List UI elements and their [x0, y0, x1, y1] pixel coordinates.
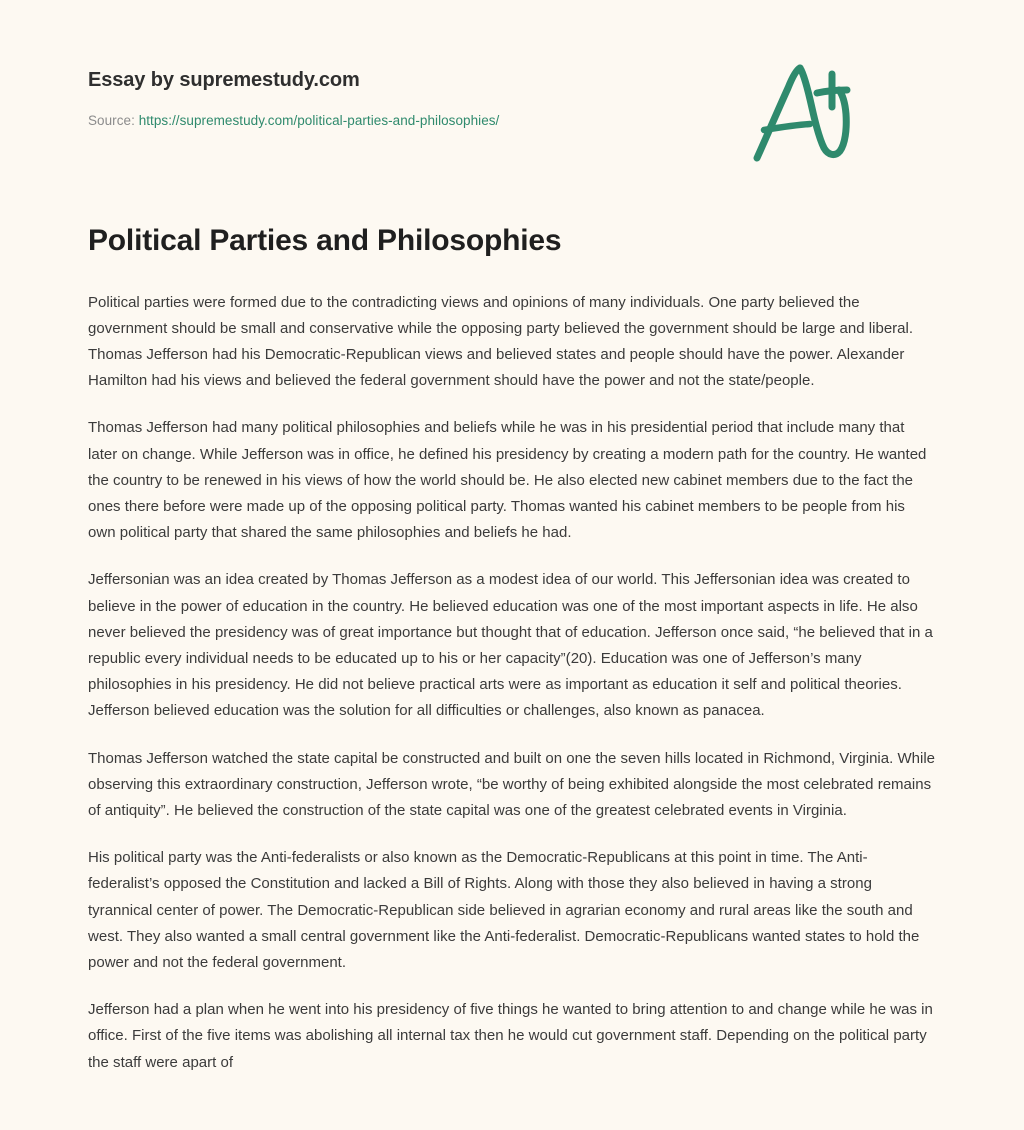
page-title: Political Parties and Philosophies	[88, 224, 562, 257]
paragraph: Thomas Jefferson watched the state capital be constructed and built on one the seven hills located in Richmond, Virginia. While observing this extraordinary construction, Jefferson wrote, “be worthy of being exhibited alongside the most celebrated remains of antiquity”. He believed the construction of the state capital was one of the greatest celebrated events in Virginia.	[88, 749, 936, 819]
brand-byline: Essay by supremestudy.com	[88, 69, 360, 91]
page-header	[88, 0, 936, 128]
paragraph: Thomas Jefferson had many political philosophies and beliefs while he was in his presidential period that include many that later on change. While Jefferson was in office, he defined his presidency by creating a modern path for the country. He wanted the country to be renewed in his views of how the world should be. He also elected new cabinet members due to the fact the ones there before were made up of the opposing political party. Thomas wanted his cabinet members to be people from his own political party that shared the same philosophies and beliefs he had.	[88, 419, 927, 542]
aplus-logo-icon	[744, 58, 864, 170]
essay-body	[88, 260, 936, 1076]
paragraph: Jeffersonian was an idea created by Thomas Jefferson as a modest idea of our world. This Jeffersonian idea was created to believe in the power of education in the country. He believed education was one of the most important aspects in life. He also never believed the presidency was of great importance but thought that of education. Jefferson once said, “he believed that in a republic every individual needs to be educated up to his or her capacity”(20). Education was one of Jefferson’s many philosophies in his presidency. He did not believe practical arts were as important as education it self and political theories. Jefferson believed education was the solution for all difficulties or challenges, also known as panacea.	[88, 571, 933, 720]
paragraph: Jefferson had a plan when he went into his presidency of five things he wanted to bring attention to and change while he was in office. First of the five items was abolishing all internal tax then he would cut government staff. Depending on the political party the staff were apart of	[88, 1001, 933, 1071]
source-label: Source:	[88, 113, 135, 128]
source-url-link[interactable]: https://supremestudy.com/political-parties-and-philosophies/	[138, 113, 500, 128]
paragraph: His political party was the Anti-federalists or also known as the Democratic-Republicans at this point in time. The Anti-federalist’s opposed the Constitution and lacked a Bill of Rights. Along with those they also believed in having a strong tyrannical center of power. The Democratic-Republican side believed in agrarian economy and rural areas like the south and west. They also wanted a small central government like the Anti-federalist. Democratic-Republicans wanted states to hold the power and not the federal government.	[88, 849, 920, 971]
paragraph: Political parties were formed due to the contradicting views and opinions of many individuals. One party believed the government should be small and conservative while the opposing party believed the government should be large and liberal. Thomas Jefferson had his Democratic-Republican views and believed states and people should have the power. Alexander Hamilton had his views and believed the federal government should have the power and not the state/people.	[88, 293, 914, 390]
